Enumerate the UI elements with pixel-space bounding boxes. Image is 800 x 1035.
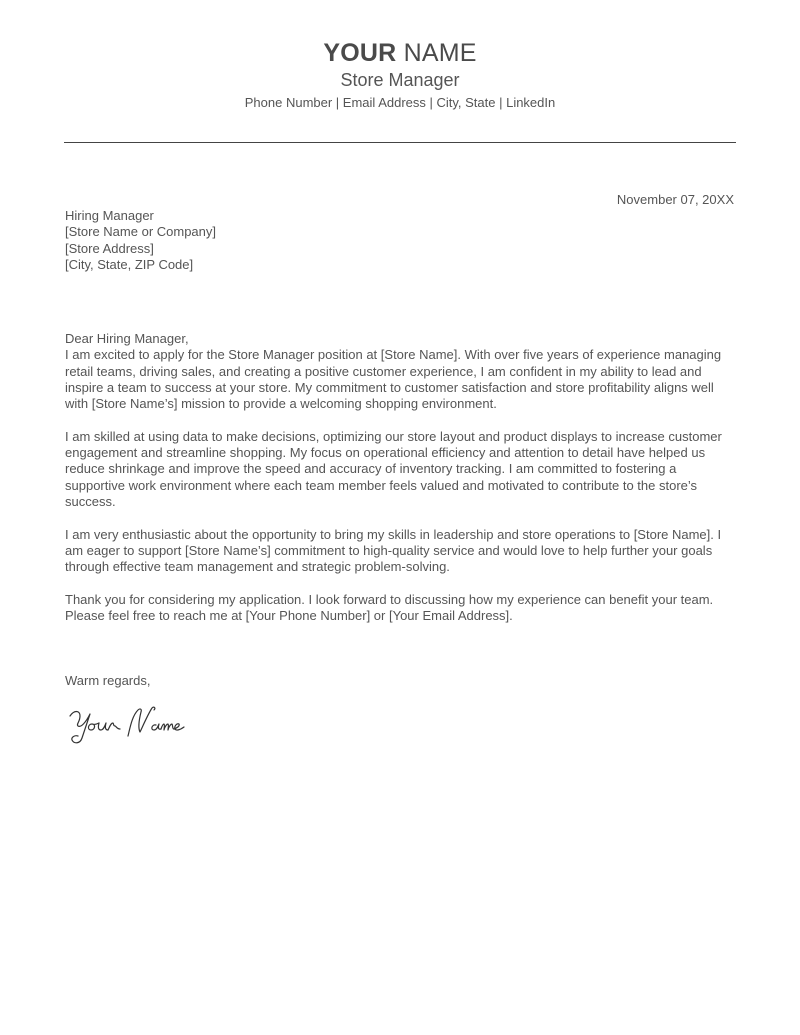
recipient-block bbox=[65, 208, 216, 273]
letter-body bbox=[65, 331, 737, 641]
body-paragraph: I am excited to apply for the Store Manager position at [Store Name]. With over five years of experience managing retail teams, driving sales, and creating a positive customer experience, I am confident in my ability to lead and inspire a team to success at your store. My commitment to customer satisfaction and store profitability aligns well with [Store Name’s] mission to provide a welcoming shopping environment. bbox=[65, 347, 722, 412]
salutation: Dear Hiring Manager, bbox=[65, 331, 189, 346]
recipient-line: Hiring Manager bbox=[65, 208, 154, 223]
body-paragraph: I am skilled at using data to make decisions, optimizing our store layout and product displays to increase customer engagement and streamline shopping. My focus on operational efficiency and attention to detail have helped us reduce shrinkage and improve the speed and accuracy of inventory tracking. I am committed to fostering a supportive work environment where each team member feels valued and motivated to contribute to the store’s success. bbox=[65, 428, 722, 509]
signature-graphic bbox=[66, 700, 206, 750]
handwritten-signature bbox=[66, 700, 206, 755]
recipient-line: [Store Address] bbox=[65, 240, 154, 256]
applicant-name bbox=[0, 38, 800, 68]
letter-date: November 07, 20XX bbox=[616, 192, 734, 207]
recipient-line: [City, State, ZIP Code] bbox=[65, 256, 194, 272]
body-paragraph: I am very enthusiastic about the opportunity to bring my skills in leadership and store operations to [Store Name]. I am eager to support [Store Name’s] commitment to high-quality service and would love to help further your goals through effective team management and strategic problem-solving. bbox=[65, 526, 722, 575]
closing: Warm regards, bbox=[65, 673, 151, 688]
recipient-line: [Store Name or Company] bbox=[65, 224, 217, 240]
applicant-last-name: NAME bbox=[403, 39, 477, 67]
body-paragraph: Thank you for considering my application. I look forward to discussing how my experience can benefit your team. Please feel free to reach me at [Your Phone Number] or [Your Email Address]. bbox=[65, 591, 714, 624]
letter-header bbox=[0, 38, 800, 111]
applicant-first-name: YOUR bbox=[323, 39, 397, 67]
contact-line: Phone Number | Email Address | City, State | LinkedIn bbox=[244, 95, 556, 110]
header-divider bbox=[64, 142, 736, 143]
job-title: Store Manager bbox=[340, 70, 460, 90]
